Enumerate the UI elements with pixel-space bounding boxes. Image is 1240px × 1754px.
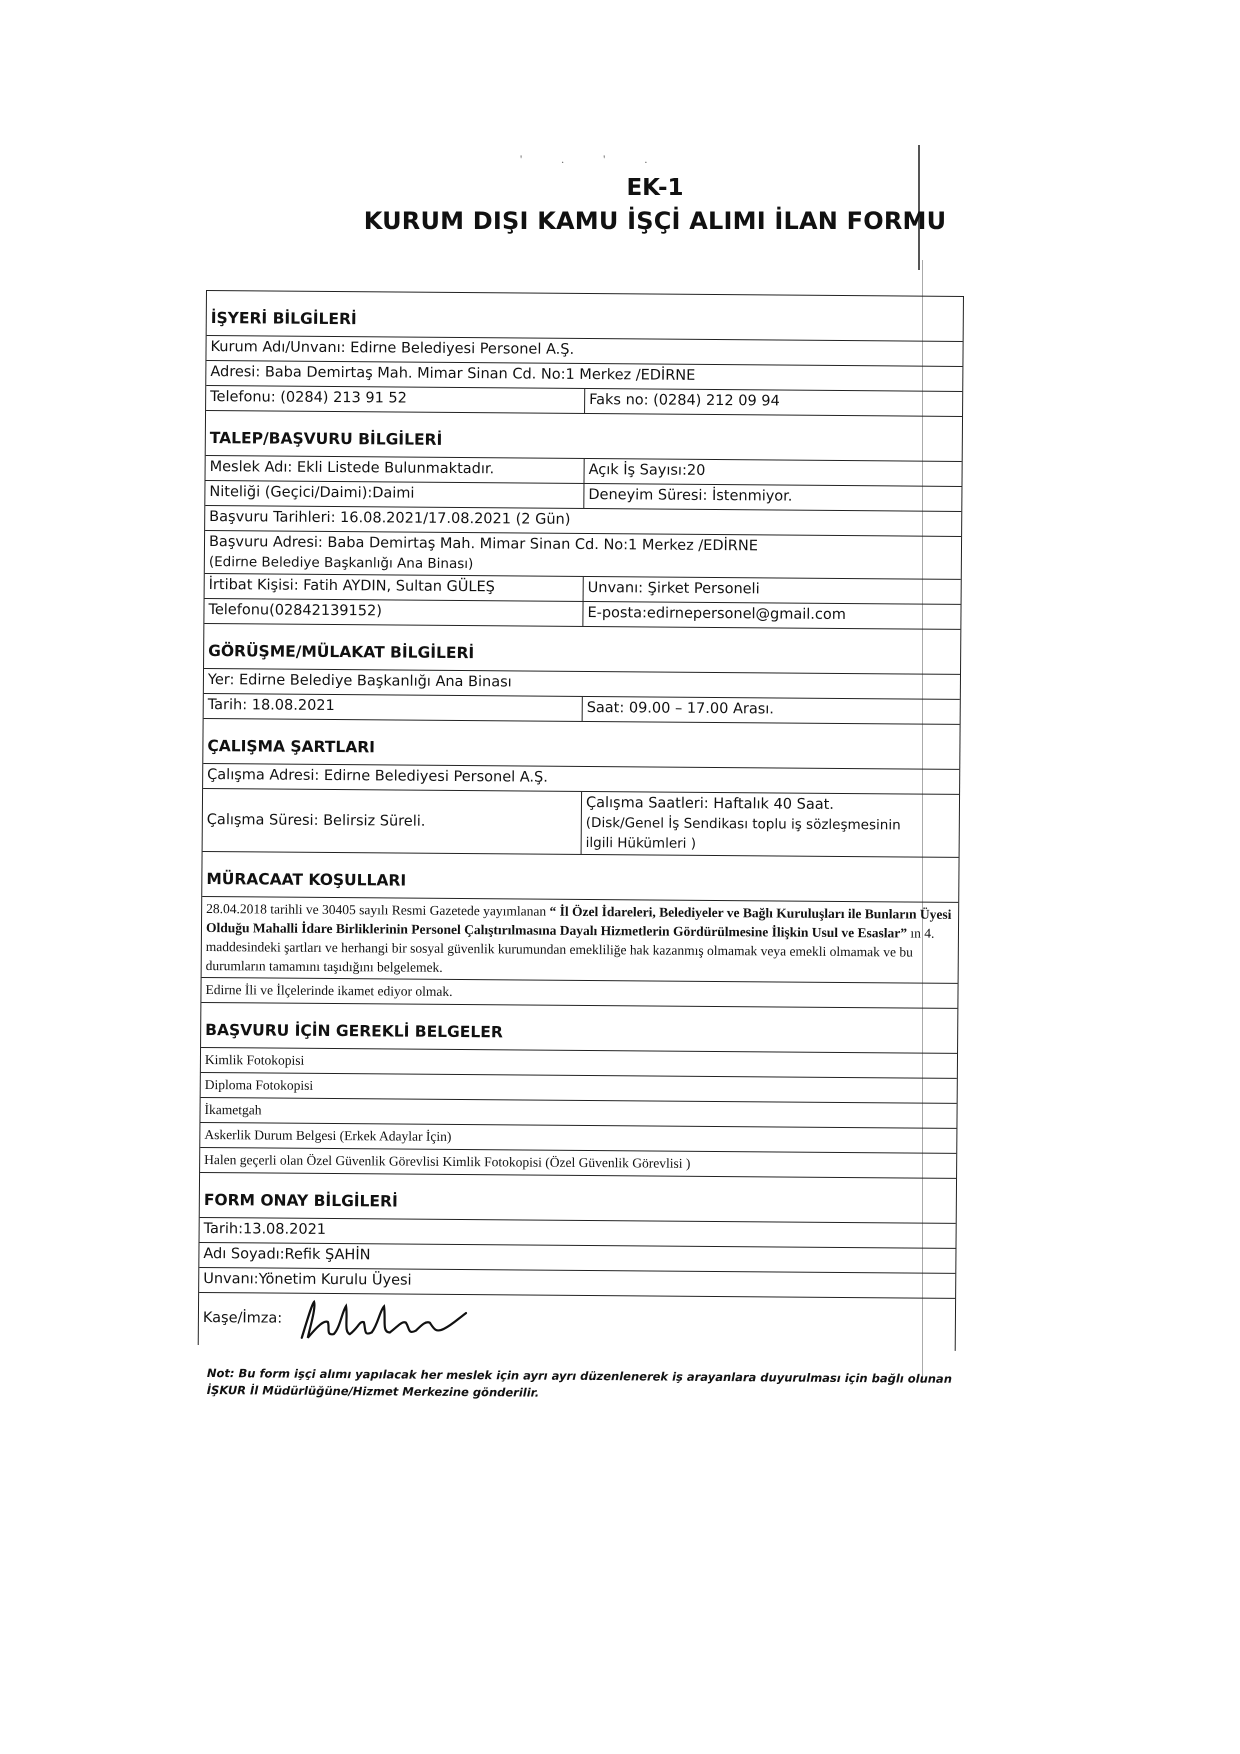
form-row xyxy=(203,789,959,858)
working-hours-line2: (Disk/Genel İş Sendikası toplu iş sözleşmesinin xyxy=(585,814,901,834)
approval-date: Tarih:13.08.2021 xyxy=(203,1221,327,1238)
interview-time: Saat: 09.00 – 17.00 Arası. xyxy=(586,700,775,718)
application-section-header xyxy=(206,411,962,462)
working-hours-line1: Çalışma Saatleri: Haftalık 40 Saat. xyxy=(585,795,834,813)
working-duration: Çalışma Süresi: Belirsiz Süreli. xyxy=(203,789,582,854)
contact-email: E-posta:edirnepersonel@gmail.com xyxy=(587,605,846,624)
application-dates: Başvuru Tarihleri: 16.08.2021/17.08.2021 (2 Gün) xyxy=(209,509,571,528)
section-title: İŞYERİ BİLGİLERİ xyxy=(210,308,357,328)
form-row xyxy=(202,897,959,984)
section-title: GÖRÜŞME/MÜLAKAT BİLGİLERİ xyxy=(208,641,475,662)
stamp-signature-row xyxy=(199,1293,955,1351)
application-address-line2: (Edirne Belediye Başkanlığı Ana Binası) xyxy=(208,554,474,573)
document-header xyxy=(0,175,1240,235)
application-address-line1: Başvuru Adresi: Baba Demirtaş Mah. Mimar Sinan Cd. No:1 Merkez /EDİRNE xyxy=(208,534,758,555)
contact-person: İrtibat Kişisi: Fatih AYDIN, Sultan GÜLEŞ xyxy=(205,574,584,601)
institution-name: Kurum Adı/Unvanı: Edirne Belediyesi Personel A.Ş. xyxy=(210,339,575,358)
approver-name: Adı Soyadı:Refik ŞAHİN xyxy=(203,1246,371,1264)
document-item: Halen geçerli olan Özel Güvenlik Görevlisi Kimlik Fotokopisi (Özel Güvenlik Görevlisi ) xyxy=(204,1152,691,1171)
section-title: ÇALIŞMA ŞARTLARI xyxy=(207,736,376,756)
document-code: EK-1 xyxy=(626,175,684,201)
workplace-phone: Telefonu: (0284) 213 91 52 xyxy=(206,386,585,413)
footnote: Not: Bu form işçi alımı yapılacak her meslek için ayrı ayrı düzenlenerek iş arayanlara duyurulması için bağlı olunan İŞKUR İl Müdürlüğüne/Hizmet Merkezine gönderilir. xyxy=(206,1366,952,1400)
experience-required: Deneyim Süresi: İstenmiyor. xyxy=(588,487,793,505)
document-title: KURUM DIŞI KAMU İŞÇİ ALIMI İLAN FORMU xyxy=(363,207,947,235)
stamp-signature-cell xyxy=(199,1296,955,1348)
approver-title: Unvanı:Yönetim Kurulu Üyesi xyxy=(203,1271,412,1289)
interview-place: Yer: Edirne Belediye Başkanlığı Ana Binası xyxy=(207,672,512,691)
requirements-regulation-title: “ İl Özel İdareleri, Belediyeler ve Bağlı Kuruluşları ile Bunların Üyesi Olduğu Mahalli İdare Birliklerinin Personel Çalıştırılmasına Dayalı Hizmetlerin Gördürülmesine İlişkin Usul ve Esaslar” xyxy=(205,903,952,941)
workplace-section-header xyxy=(207,291,963,342)
requirements-section-header xyxy=(202,852,958,903)
application-address xyxy=(205,531,961,579)
section-title: MÜRACAAT KOŞULLARI xyxy=(206,869,407,890)
document-item: Askerlik Durum Belgesi (Erkek Adaylar İçin) xyxy=(204,1127,452,1144)
working-address: Çalışma Adresi: Edirne Belediyesi Personel A.Ş. xyxy=(207,767,548,786)
approval-section-header xyxy=(200,1173,956,1224)
workplace-address: Adresi: Baba Demirtaş Mah. Mimar Sinan Cd. No:1 Merkez /EDİRNE xyxy=(210,364,696,384)
position-nature: Niteliği (Geçici/Daimi):Daimi xyxy=(205,481,584,508)
workplace-fax: Faks no: (0284) 212 09 94 xyxy=(589,392,780,410)
occupation: Meslek Adı: Ekli Listede Bulunmaktadır. xyxy=(206,456,585,483)
document-item: Kimlik Fotokopisi xyxy=(204,1052,305,1068)
interview-section-header xyxy=(204,624,960,675)
open-positions: Açık İş Sayısı:20 xyxy=(588,462,706,479)
section-title: TALEP/BAŞVURU BİLGİLERİ xyxy=(209,428,443,449)
requirements-intro: 28.04.2018 tarihli ve 30405 sayılı Resmi Gazetede yayımlanan xyxy=(206,901,547,919)
scan-specks: ' . ' . xyxy=(520,152,666,166)
residence-requirement: Edirne İli ve İlçelerinde ikamet ediyor olmak. xyxy=(205,982,453,999)
stamp-label: Kaşe/İmza: xyxy=(202,1310,283,1328)
contact-title: Unvanı: Şirket Personeli xyxy=(587,580,760,598)
contact-phone: Telefonu(02842139152) xyxy=(204,599,583,626)
section-title: FORM ONAY BİLGİLERİ xyxy=(203,1190,398,1211)
handwritten-signature xyxy=(294,1298,474,1343)
application-form xyxy=(198,290,964,1351)
form-row xyxy=(205,531,961,580)
requirements-rest: ın 4. maddesindeki şartları ve herhangi bir sosyal güvenlik kurumundan emekliliğe hak kazanmış olmamak veya emekli olmamak ve bu durumların tamamını taşıdığını belgelemek. xyxy=(205,925,935,975)
section-title: BAŞVURU İÇİN GEREKLİ BELGELER xyxy=(205,1020,503,1041)
working-hours-line3: ilgili Hükümleri ) xyxy=(585,834,697,852)
working-hours xyxy=(582,792,959,857)
requirements-text xyxy=(202,897,959,983)
document-item: Diploma Fotokopisi xyxy=(204,1077,314,1093)
documents-section-header xyxy=(201,1003,957,1054)
working-conditions-section-header xyxy=(203,719,959,770)
document-item: İkametgah xyxy=(204,1102,262,1118)
interview-date: Tarih: 18.08.2021 xyxy=(204,694,583,721)
